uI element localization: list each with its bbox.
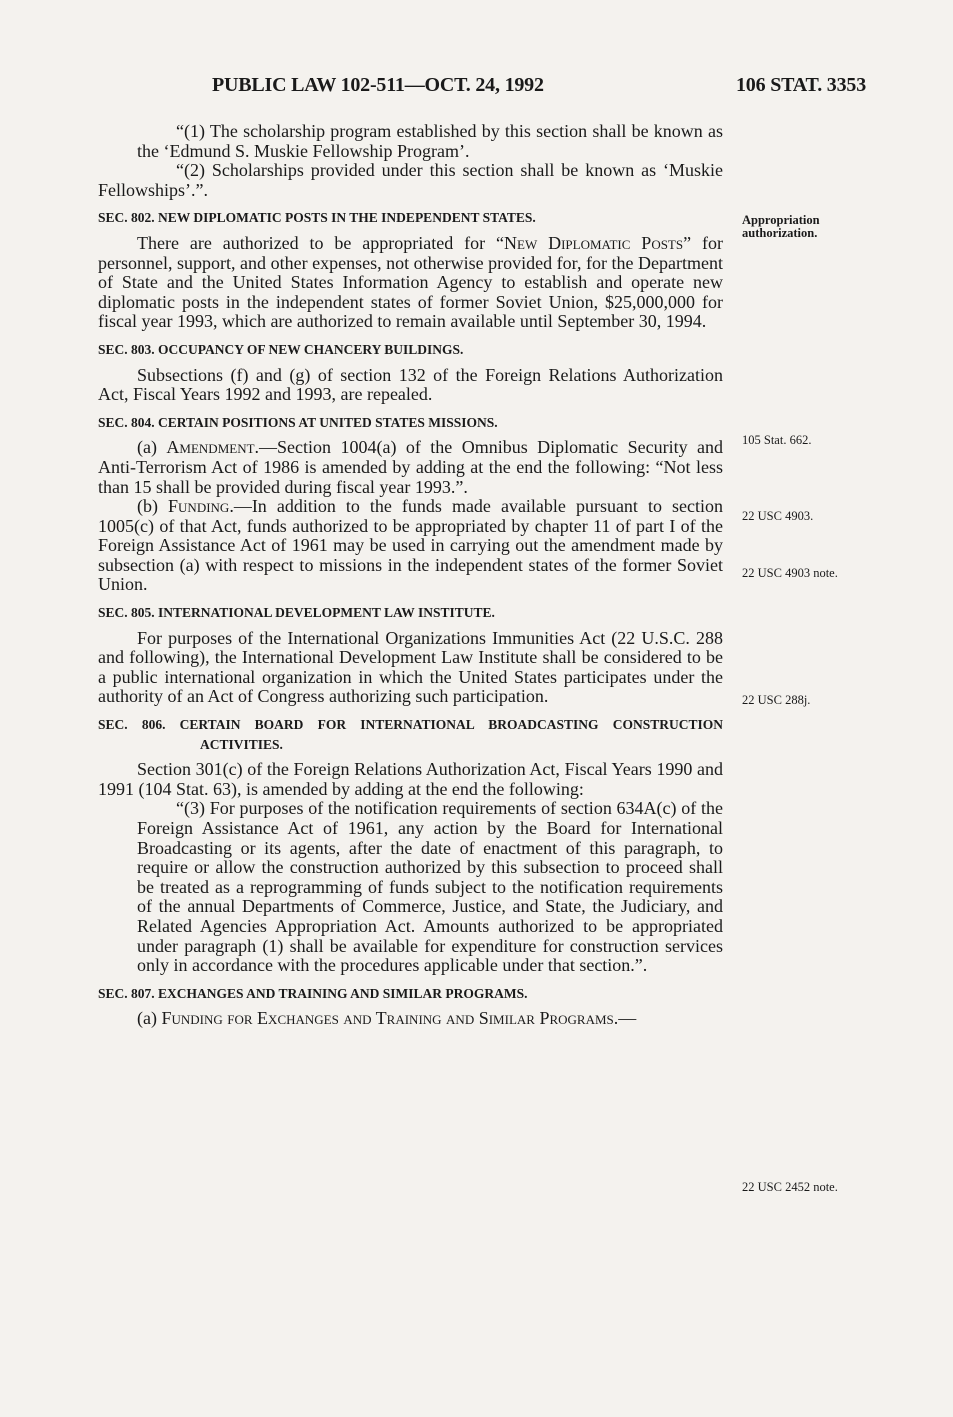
running-head-title: PUBLIC LAW 102-511—OCT. 24, 1992 xyxy=(212,74,544,96)
section-806-quote: “(3) For purposes of the notification requirements of section 634A(c) of the Foreign Assistance Act of 1961, any action by the Board for International Broadcasting or its agents, after the date of enactment of this paragraph, to require or allow the construction authorized by this subsection to proceed shall be treated as a reprogramming of funds subject to the notification requirements of the annual Departments of Commerce, Justice, and State, the Judiciary, and Related Agencies Appropriation Act. Amounts authorized to be appropriated under paragraph (1) shall be available for expenditure for construction services only in accordance with the procedures applicable under that section.”. xyxy=(137,798,723,976)
section-802-heading: SEC. 802. NEW DIPLOMATIC POSTS IN THE INDEPENDENT STATES. xyxy=(98,210,536,226)
section-805-text: For purposes of the International Organizations Immunities Act (22 U.S.C. 288 and following), the International Development Law Institute shall be considered to be a public international organization in which the United States participates under the authority of an Act of Congress authorizing such participation. xyxy=(98,627,723,707)
section-807a-text: (a) Funding for Exchanges and Training and Similar Programs.— xyxy=(137,1008,637,1029)
margin-note-22usc288j: 22 USC 288j. xyxy=(742,693,811,707)
paragraph-1: “(1) The scholarship program established by this section shall be known as the ‘Edmund S. Muskie Fellowship Program’. xyxy=(137,121,723,161)
section-805-heading: SEC. 805. INTERNATIONAL DEVELOPMENT LAW INSTITUTE. xyxy=(98,605,495,621)
section-804b-text: (b) Funding.—In addition to the funds made available pursuant to section 1005(c) of that Act, funds authorized to be appropriated by chapter 11 of part I of the Foreign Assistance Act of 1961 may be used in carrying out the amendment made by subsection (a) with respect to missions in the independent states of the former Soviet Union. xyxy=(98,496,723,595)
section-806-heading: SEC. 806. CERTAIN BOARD FOR INTERNATIONAL BROADCASTING CONSTRUCTION ACTIVITIES. xyxy=(98,717,723,752)
section-804-heading: SEC. 804. CERTAIN POSITIONS AT UNITED STATES MISSIONS. xyxy=(98,414,498,430)
section-803-heading: SEC. 803. OCCUPANCY OF NEW CHANCERY BUILDINGS. xyxy=(98,341,464,357)
document-body xyxy=(98,122,723,1029)
section-806-text: Section 301(c) of the Foreign Relations Authorization Act, Fiscal Years 1990 and 1991 (104 Stat. 63), is amended by adding at the end the following: xyxy=(98,759,723,799)
section-803-text: Subsections (f) and (g) of section 132 of the Foreign Relations Authorization Act, Fiscal Years 1992 and 1993, are repealed. xyxy=(98,364,723,405)
margin-note-105-stat: 105 Stat. 662. xyxy=(742,433,812,447)
running-head-page: 106 STAT. 3353 xyxy=(736,74,866,96)
section-802-text: There are authorized to be appropriated for “New Diplomatic Posts” for personnel, support, and other expenses, not otherwise provided for, for the Department of State and the United States Information Agency to establish and operate new diplomatic posts in the independent states of former Soviet Union, $25,000,000 for fiscal year 1993, which are authorized to remain available until September 30, 1994. xyxy=(98,232,723,332)
section-804a-text: (a) Amendment.—Section 1004(a) of the Omnibus Diplomatic Security and Anti-Terrorism Act of 1986 is amended by adding at the end the following: “Not less than 15 shall be provided during fiscal year 1993.”. xyxy=(98,437,723,497)
margin-note-22usc2452-note: 22 USC 2452 note. xyxy=(742,1180,838,1194)
margin-note-22usc4903-note: 22 USC 4903 note. xyxy=(742,566,838,580)
section-807-heading: SEC. 807. EXCHANGES AND TRAINING AND SIMILAR PROGRAMS. xyxy=(98,985,528,1001)
paragraph-2: “(2) Scholarships provided under this section shall be known as ‘Muskie Fellowships’.”. xyxy=(98,160,723,200)
margin-note-22usc4903: 22 USC 4903. xyxy=(742,509,814,523)
margin-note-appropriation: Appropriation authorization. xyxy=(742,213,820,240)
